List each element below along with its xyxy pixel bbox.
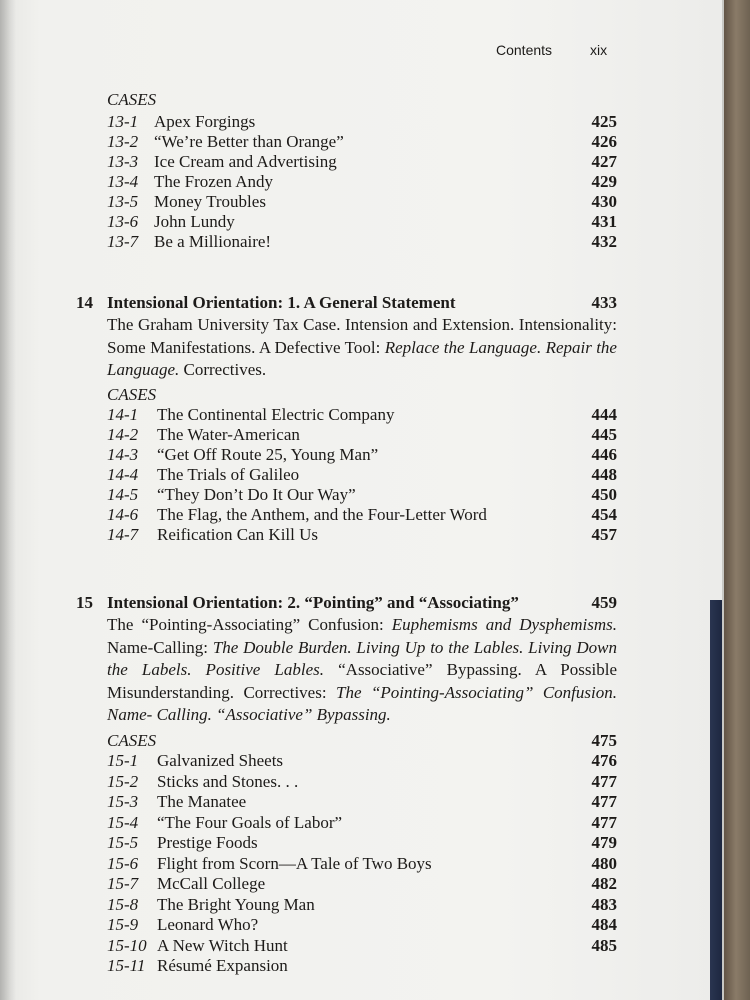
case-number: 15-10 [107, 935, 147, 955]
case-number: 15-8 [107, 894, 139, 914]
case-number: 15-3 [107, 792, 139, 811]
case-entry [0, 525, 722, 545]
chapter-number: 14 [76, 293, 93, 312]
chapter-15-summary [107, 614, 617, 727]
case-title: John Lundy [154, 212, 235, 231]
case-page: 426 [591, 132, 617, 151]
case-number: 13-3 [107, 152, 139, 171]
case-title: Prestige Foods [157, 833, 258, 852]
case-title: A New Witch Hunt [157, 935, 288, 955]
case-entry [0, 152, 722, 172]
case-number: 13-7 [107, 232, 139, 251]
case-number: 13-4 [107, 172, 139, 191]
case-page: 479 [591, 833, 617, 852]
case-entry [0, 956, 722, 976]
case-number: 14-6 [107, 505, 139, 524]
cases-heading-row-15 [0, 731, 722, 751]
case-page: 448 [591, 465, 617, 484]
case-number: 14-3 [107, 445, 139, 464]
case-entry [0, 813, 722, 833]
case-page: 483 [591, 894, 617, 914]
case-number: 13-2 [107, 132, 139, 151]
case-entry [0, 485, 722, 505]
case-title: “Get Off Route 25, Young Man” [157, 445, 379, 464]
case-page: 480 [591, 853, 617, 873]
case-title: The Flag, the Anthem, and the Four-Letter Word [157, 505, 487, 524]
case-page: 454 [591, 505, 617, 524]
case-entry [0, 833, 722, 853]
case-number: 14-1 [107, 405, 139, 424]
case-page: 477 [591, 792, 617, 811]
case-page: 430 [591, 192, 617, 211]
case-entry [0, 936, 722, 956]
chapter-15-entry [0, 593, 722, 615]
summary-fragment: The “Pointing-Associating” Confusion. Name- Calling. “Associative” Bypassing. [107, 682, 617, 724]
book-cover-edge [722, 0, 750, 1000]
case-entry [0, 751, 722, 771]
case-title: The Frozen Andy [154, 172, 273, 191]
case-entry [0, 895, 722, 915]
case-page: 450 [591, 485, 617, 504]
header-label: Contents [496, 42, 553, 58]
case-page: 485 [591, 935, 617, 955]
case-page: 476 [591, 751, 617, 770]
cases-heading-13: CASES [107, 90, 157, 109]
case-page: 425 [591, 112, 617, 131]
case-entry [0, 772, 722, 792]
case-number: 14-4 [107, 465, 139, 484]
running-header [0, 42, 722, 62]
case-number: 15-6 [107, 853, 139, 873]
case-title: Flight from Scorn—A Tale of Two Boys [157, 853, 432, 873]
chapter-page: 459 [591, 593, 617, 612]
case-number: 14-5 [107, 485, 139, 504]
case-page: 482 [591, 874, 617, 893]
case-number: 13-5 [107, 192, 139, 211]
chapter-title: Intensional Orientation: 1. A General Statement [107, 293, 456, 312]
chapter-title: Intensional Orientation: 2. “Pointing” and “Associating” [107, 593, 519, 612]
case-title: The Water-American [157, 425, 300, 444]
case-entry [0, 465, 722, 485]
case-page: 484 [591, 915, 617, 934]
case-number: 15-2 [107, 771, 139, 791]
case-number: 14-7 [107, 525, 139, 544]
case-number: 15-11 [107, 956, 146, 975]
case-entry [0, 915, 722, 935]
case-page: 477 [591, 771, 617, 791]
summary-fragment: Correctives. [179, 360, 267, 379]
case-entry [0, 192, 722, 212]
case-title: The Continental Electric Company [157, 405, 395, 424]
case-page: 429 [591, 172, 617, 191]
case-entry [0, 874, 722, 894]
summary-fragment: The Graham University Tax Case. Intension and Extension. Intensionality: Some Manifestations. A Defective Tool: [107, 315, 617, 357]
case-page: 446 [591, 445, 617, 464]
case-entry [0, 132, 722, 152]
case-title: Résumé Expansion [157, 956, 288, 975]
case-title: “They Don’t Do It Our Way” [157, 485, 356, 504]
case-number: 15-5 [107, 833, 139, 852]
case-entry [0, 112, 722, 132]
case-title: McCall College [157, 874, 266, 893]
cases-heading-15: CASES [107, 731, 157, 750]
case-page: 444 [591, 405, 617, 424]
case-entry [0, 792, 722, 812]
chapter-14-entry [0, 293, 722, 315]
case-title: Be a Millionaire! [154, 232, 272, 251]
case-page: 445 [591, 425, 617, 444]
case-page: 432 [591, 232, 617, 251]
summary-fragment: Replace the Language. Repair the Language. [107, 337, 617, 379]
case-page: 457 [591, 525, 617, 544]
cases-heading-14: CASES [107, 385, 157, 404]
case-title: Reification Can Kill Us [157, 525, 319, 544]
case-page: 477 [591, 812, 617, 832]
case-entry [0, 232, 722, 252]
case-entry [0, 405, 722, 425]
cases-heading-page: 475 [591, 731, 617, 750]
chapter-number: 15 [76, 593, 93, 612]
case-entry [0, 212, 722, 232]
chapter-14-summary [107, 314, 617, 382]
case-page: 431 [591, 212, 617, 231]
case-number: 15-7 [107, 874, 139, 893]
summary-fragment: The “Pointing-Associating” Confusion: [107, 615, 392, 634]
case-number: 14-2 [107, 425, 139, 444]
case-title: “The Four Goals of Labor” [157, 812, 343, 832]
case-number: 15-4 [107, 812, 139, 832]
case-title: Ice Cream and Advertising [154, 152, 337, 171]
case-entry [0, 425, 722, 445]
summary-fragment: Euphemisms and Dysphemisms. [391, 615, 617, 634]
case-title: Apex Forgings [154, 112, 256, 131]
summary-fragment: The Double Burden. Living Up to the Lables. Living Down the Labels. Positive Lables. [107, 637, 618, 679]
case-number: 15-9 [107, 915, 139, 934]
header-page-number: xix [590, 42, 608, 58]
summary-fragment: “Associative” Bypassing. A Possible Misunderstanding. Correctives: [107, 660, 617, 702]
case-title: The Manatee [157, 792, 247, 811]
case-number: 13-6 [107, 212, 139, 231]
case-title: The Bright Young Man [157, 894, 315, 914]
case-title: Money Troubles [154, 192, 266, 211]
case-title: Sticks and Stones. . . [157, 771, 299, 791]
case-title: The Trials of Galileo [157, 465, 300, 484]
case-title: Galvanized Sheets [157, 751, 284, 770]
case-number: 13-1 [107, 112, 139, 131]
chapter-page: 433 [591, 293, 617, 312]
case-number: 15-1 [107, 751, 139, 770]
case-entry [0, 445, 722, 465]
case-title: “We’re Better than Orange” [154, 132, 344, 151]
case-title: Leonard Who? [157, 915, 259, 934]
case-page: 427 [591, 152, 617, 171]
case-entry [0, 854, 722, 874]
case-entry [0, 505, 722, 525]
case-entry [0, 172, 722, 192]
summary-fragment: Name-Calling: [107, 637, 213, 657]
